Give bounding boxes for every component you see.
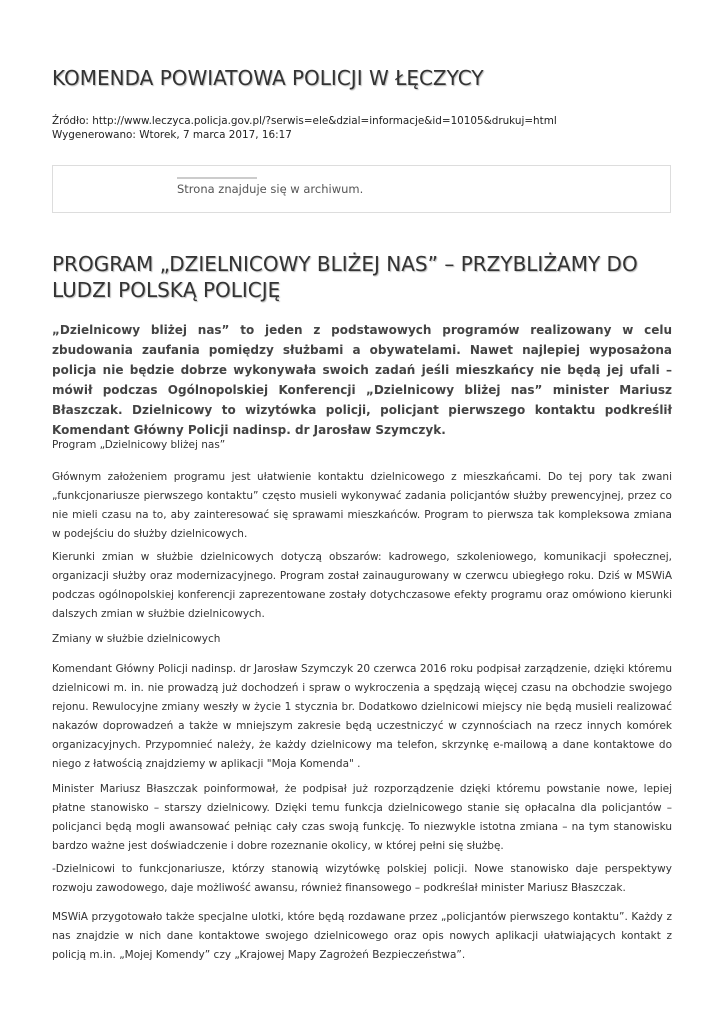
paragraph-quote: -Dzielnicowi to funkcjonariusze, którzy stanowią wizytówkę polskiej policji. Nowe stanowisko daje perspektywy rozwoju zawodowego, daje możliwość awansu, również finansowego – podkreślał minister Mariusz Błaszczak. bbox=[52, 863, 672, 894]
paragraph-directions: Kierunki zmian w służbie dzielnicowych dotyczą obszarów: kadrowego, szkoleniowego, komunikacji społecznej, organizacji służby oraz modernizacyjnego. Program został zainaugurowany w czerwcu ubiegłego roku. Dziś w MSWiA podczas ogólnopolskiej konferencji zaprezentowane zostały dotychczasowe efekty programu oraz omówiono kierunki dalszych zmian w służbie dzielnicowych. bbox=[52, 551, 672, 620]
archive-notice-box bbox=[52, 165, 671, 213]
generated-date-line: Wygenerowano: Wtorek, 7 marca 2017, 16:17 bbox=[52, 129, 292, 141]
article-title: PROGRAM „DZIELNICOWY BLIŻEJ NAS” – PRZYBLIŻAMY DO LUDZI POLSKĄ POLICJĘ bbox=[52, 252, 638, 302]
subheading-program: Program „Dzielnicowy bliżej nas” bbox=[52, 439, 226, 451]
paragraph-leaflets: MSWiA przygotowało także specjalne ulotki, które będą rozdawane przez „policjantów pierwszego kontaktu”. Każdy z nas znajdzie w nich dane kontaktowe swojego dzielnicowego oraz opis nowych aplikacji ułatwiających kontakt z policją m.in. „Mojej Komendy” czy „Krajowej Mapy Zagrożeń Bezpieczeństwa”. bbox=[52, 911, 672, 961]
archive-divider bbox=[177, 177, 257, 179]
site-title: KOMENDA POWIATOWA POLICJI W ŁĘCZYCY bbox=[52, 66, 484, 90]
print-metadata bbox=[52, 114, 557, 142]
source-url-line: Źródło: http://www.leczyca.policja.gov.pl/?serwis=ele&dzial=informacje&id=10105&drukuj=html bbox=[52, 115, 557, 127]
subheading-changes: Zmiany w służbie dzielnicowych bbox=[52, 633, 221, 645]
archive-notice-text: Strona znajduje się w archiwum. bbox=[177, 182, 364, 196]
paragraph-minister: Minister Mariusz Błaszczak poinformował, że podpisał już rozporządzenie dzięki któremu powstanie nowe, lepiej płatne stanowisko – starszy dzielnicowy. Dzięki temu funkcja dzielnicowego stanie się opłacalna dla policjantów – policjanci będą mogli awansować pełniąc cały czas swoją funkcję. To niezwykle istotna zmiana – na tym stanowisku bardzo ważne jest doświadczenie i dobre rozeznanie okolicy, w której pełni się służbę. bbox=[52, 783, 672, 852]
article-lead: „Dzielnicowy bliżej nas” to jeden z podstawowych programów realizowany w celu zbudowania zaufania pomiędzy służbami a obywatelami. Nawet najlepiej wyposażona policja nie będzie dobrze wykonywała swoich zadań jeśli mieszkańcy nie będą jej ufali – mówił podczas Ogólnopolskiej Konferencji „Dzielnicowy bliżej nas” minister Mariusz Błaszczak. Dzielnicowy to wizytówka policji, policjant pierwszego kontaktu podkreślił Komendant Główny Policji nadinsp. dr Jarosław Szymczyk. bbox=[52, 323, 672, 437]
paragraph-commander: Komendant Główny Policji nadinsp. dr Jarosław Szymczyk 20 czerwca 2016 roku podpisał zarządzenie, dzięki któremu dzielnicowi m. in. nie prowadzą już dochodzeń i spraw o wykroczenia a spędzają więcej czasu na obchodzie swojego rejonu. Rewulocyjne zmiany weszły w życie 1 stycznia br. Dodatkowo dzielnicowi miejscy nie będą musieli realizować nakazów doprowadzeń a także w mniejszym zakresie będą uczestniczyć w czynnościach na rzecz innych komórek organizacyjnych. Przypomnieć należy, że każdy dzielnicowy ma telefon, skrzynkę e-mailową a dane kontaktowe do niego z łatwością znajdziemy w aplikacji "Moja Komenda" . bbox=[52, 663, 672, 770]
paragraph-main-goal: Głównym założeniem programu jest ułatwienie kontaktu dzielnicowego z mieszkańcami. Do tej pory tak zwani „funkcjonariusze pierwszego kontaktu” często musieli wykonywać zadania policjantów służby prewencyjnej, przez co nie mieli czasu na to, aby zainteresować się sprawami mieszkańców. Program to pierwsza tak kompleksowa zmiana w podejściu do służby dzielnicowych. bbox=[52, 471, 672, 540]
